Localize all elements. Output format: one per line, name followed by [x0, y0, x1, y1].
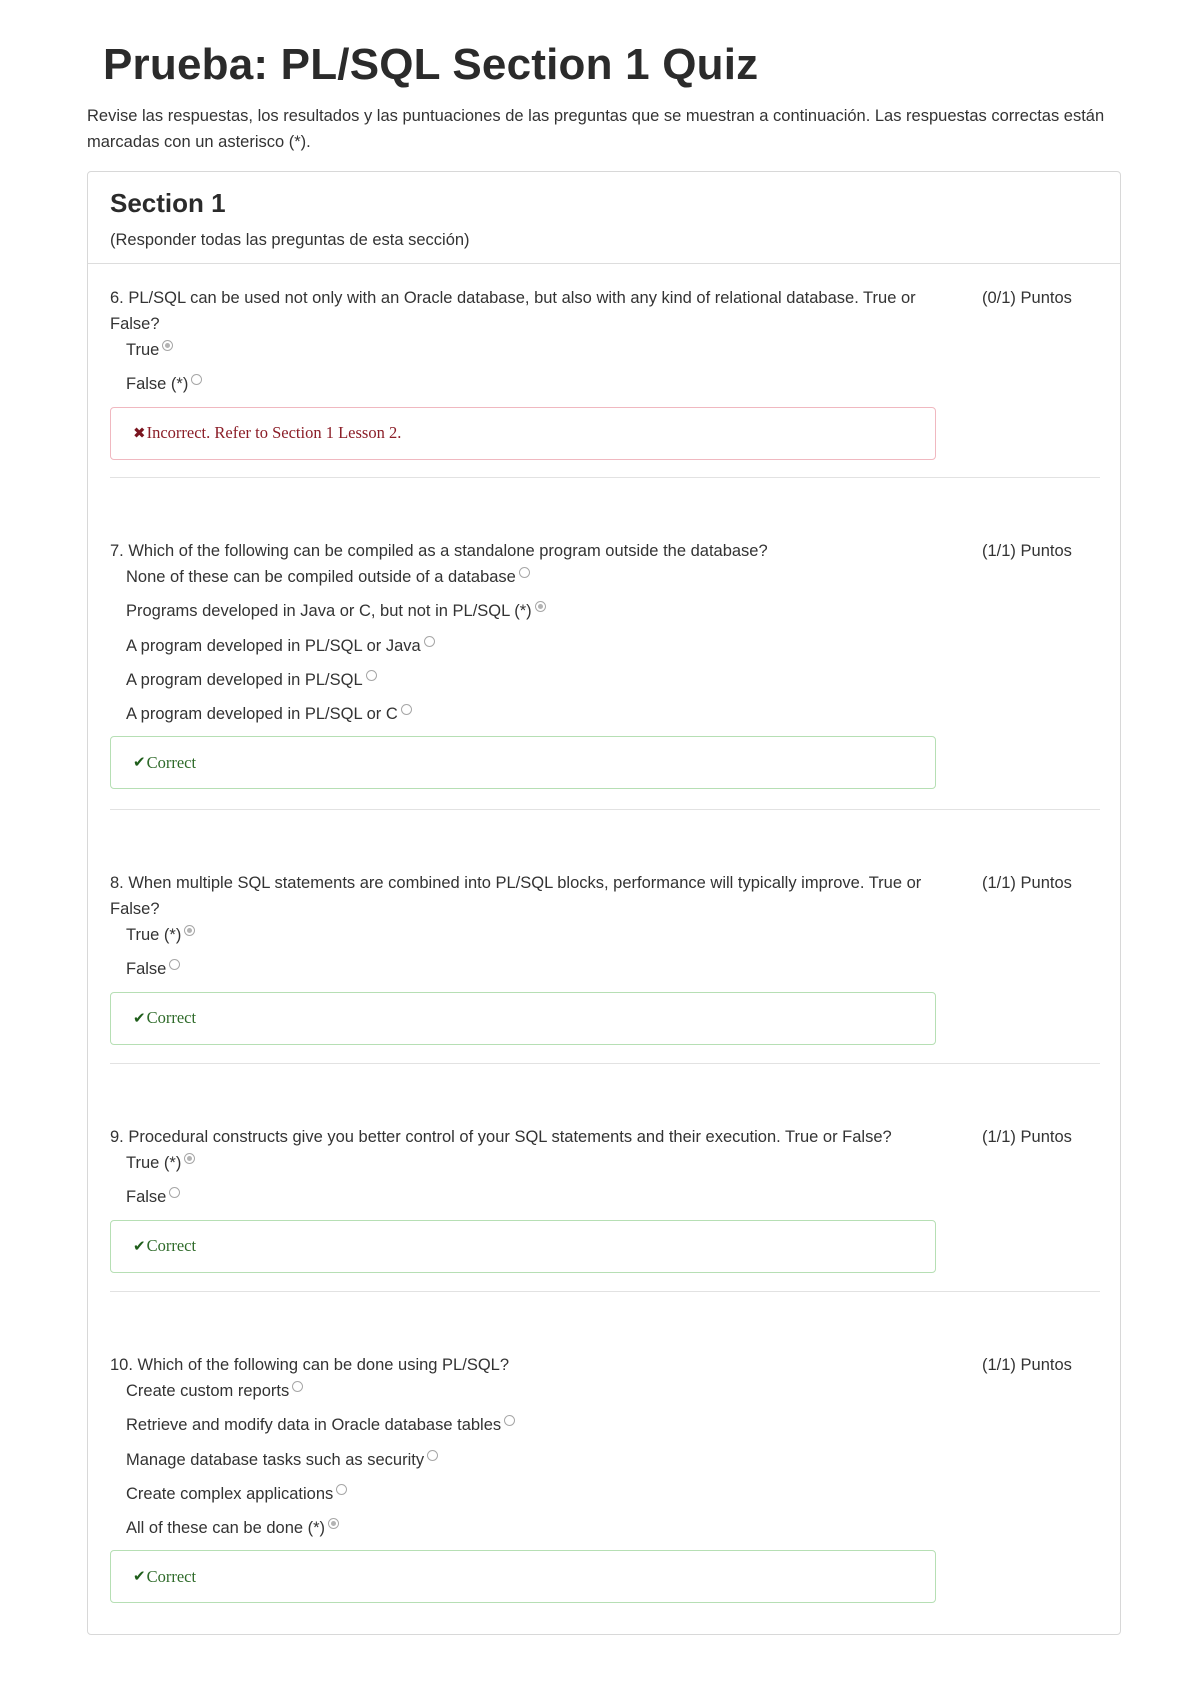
radio-button[interactable]: [162, 340, 173, 351]
intro-text: Revise las respuestas, los resultados y las puntuaciones de las preguntas que se muestran a continuación. Las respuestas correctas están marcadas con un asterisco (*).: [87, 107, 1105, 151]
feedback-text: Incorrect. Refer to Section 1 Lesson 2.: [146, 423, 402, 443]
radio-button[interactable]: [191, 374, 202, 385]
answer-option[interactable]: [126, 1481, 1100, 1515]
radio-button[interactable]: [184, 925, 195, 936]
check-icon: ✔: [133, 1569, 146, 1586]
answer-options: [126, 1150, 1100, 1219]
answer-options: [126, 337, 1100, 406]
divider: [110, 1291, 1100, 1292]
option-label: True: [126, 341, 160, 359]
option-label: A program developed in PL/SQL or C: [126, 705, 398, 724]
section-header: [88, 172, 1120, 264]
section-panel: [87, 171, 1121, 1635]
question-text: 9. Procedural constructs give you better control of your SQL statements and their execution. True or False?: [110, 1128, 892, 1146]
radio-button[interactable]: [366, 670, 377, 681]
section-title: Section 1: [110, 188, 226, 218]
answer-option[interactable]: [126, 564, 1100, 598]
answer-option[interactable]: [126, 1184, 1100, 1218]
feedback-text: Correct: [146, 1236, 197, 1256]
radio-button[interactable]: [336, 1484, 347, 1495]
radio-button[interactable]: [427, 1450, 438, 1461]
radio-button[interactable]: [424, 636, 435, 647]
radio-button[interactable]: [504, 1415, 515, 1426]
page-title: Prueba: PL/SQL Section 1 Quiz: [103, 40, 759, 89]
question-8: [110, 870, 1100, 1045]
feedback-text: Correct: [146, 752, 197, 772]
question-text: 7. Which of the following can be compiled as a standalone program outside the database?: [110, 542, 768, 560]
option-label: Create custom reports: [126, 1382, 290, 1400]
answer-option[interactable]: [126, 598, 1100, 632]
feedback-box: [110, 736, 936, 789]
option-label: Manage database tasks such as security: [126, 1450, 425, 1469]
cross-icon: ✖: [133, 425, 146, 442]
answer-option[interactable]: [126, 667, 1100, 701]
answer-option[interactable]: [126, 633, 1100, 667]
question-points: (1/1) Puntos: [982, 874, 1072, 892]
option-label: True (*): [126, 926, 182, 944]
radio-button[interactable]: [184, 1153, 195, 1164]
divider: [110, 1063, 1100, 1064]
feedback-box: [110, 992, 936, 1045]
question-text: 6. PL/SQL can be used not only with an Oracle database, but also with any kind of relational database. True or False?: [110, 289, 916, 333]
section-subtitle: (Responder todas las preguntas de esta sección): [110, 231, 470, 249]
option-label: Create complex applications: [126, 1484, 334, 1503]
check-icon: ✔: [133, 1238, 146, 1255]
option-label: False: [126, 960, 167, 979]
answer-option[interactable]: [126, 1447, 1100, 1481]
answer-option[interactable]: [126, 337, 1100, 371]
option-label: A program developed in PL/SQL or Java: [126, 636, 421, 655]
answer-options: [126, 1378, 1100, 1549]
divider: [110, 477, 1100, 478]
radio-button[interactable]: [401, 704, 412, 715]
option-label: Retrieve and modify data in Oracle database tables: [126, 1416, 502, 1435]
radio-button[interactable]: [169, 1187, 180, 1198]
answer-option[interactable]: [126, 956, 1100, 990]
question-text: 10. Which of the following can be done using PL/SQL?: [110, 1356, 510, 1374]
option-label: Programs developed in Java or C, but not in PL/SQL (*): [126, 602, 532, 621]
feedback-box: [110, 407, 936, 460]
radio-button[interactable]: [519, 567, 530, 578]
feedback-box: [110, 1550, 936, 1603]
question-text: 8. When multiple SQL statements are combined into PL/SQL blocks, performance will typically improve. True or False?: [110, 874, 922, 918]
option-label: All of these can be done (*): [126, 1519, 326, 1538]
option-label: None of these can be compiled outside of a database: [126, 568, 516, 586]
check-icon: ✔: [133, 755, 146, 772]
option-label: False (*): [126, 375, 189, 394]
answer-option[interactable]: [126, 1150, 1100, 1184]
option-label: False: [126, 1188, 167, 1207]
feedback-text: Correct: [146, 1008, 197, 1028]
answer-option[interactable]: [126, 371, 1100, 405]
question-points: (1/1) Puntos: [982, 1128, 1072, 1146]
question-points: (0/1) Puntos: [982, 289, 1072, 307]
feedback-text: Correct: [146, 1566, 197, 1586]
question-points: (1/1) Puntos: [982, 542, 1072, 560]
question-9: [110, 1124, 1100, 1273]
divider: [110, 809, 1100, 810]
question-6: [110, 285, 1100, 460]
question-points: (1/1) Puntos: [982, 1356, 1072, 1374]
radio-button[interactable]: [292, 1381, 303, 1392]
answer-option[interactable]: [126, 1412, 1100, 1446]
feedback-box: [110, 1220, 936, 1273]
option-label: True (*): [126, 1154, 182, 1172]
radio-button[interactable]: [169, 959, 180, 970]
answer-option[interactable]: [126, 1515, 1100, 1549]
question-10: [110, 1352, 1100, 1603]
question-7: [110, 538, 1100, 789]
option-label: A program developed in PL/SQL: [126, 670, 363, 689]
radio-button[interactable]: [328, 1518, 339, 1529]
answer-options: [126, 922, 1100, 991]
answer-option[interactable]: [126, 701, 1100, 735]
check-icon: ✔: [133, 1010, 146, 1027]
answer-options: [126, 564, 1100, 735]
radio-button[interactable]: [535, 601, 546, 612]
answer-option[interactable]: [126, 922, 1100, 956]
answer-option[interactable]: [126, 1378, 1100, 1412]
